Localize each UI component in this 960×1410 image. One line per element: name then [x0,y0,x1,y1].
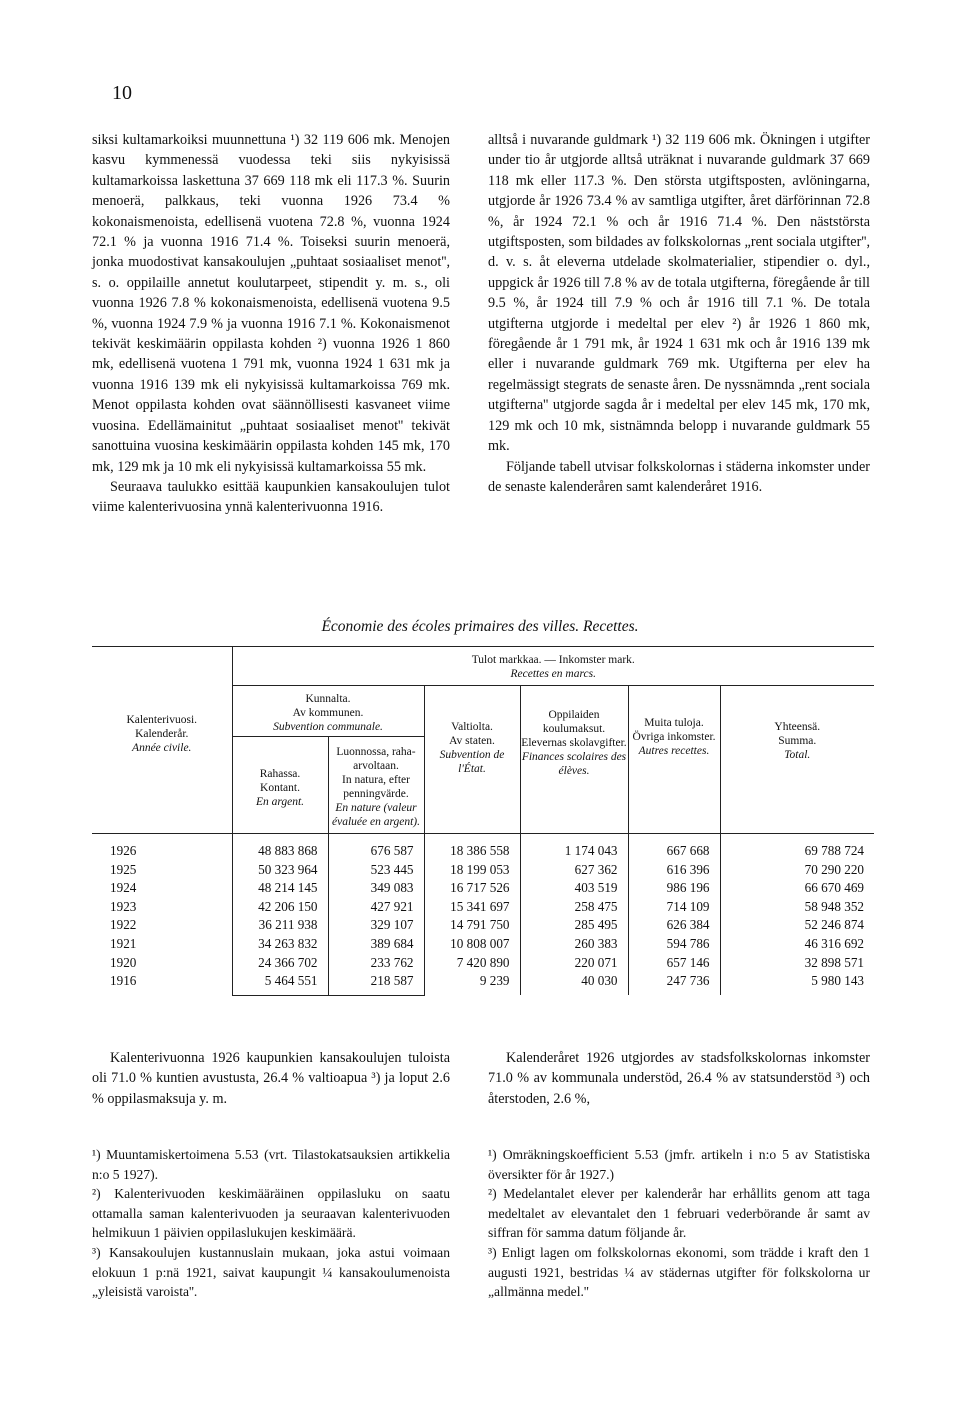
table-cell: 389 684 [370,935,414,951]
table-cell: 427 921 [370,898,414,914]
swedish-paragraph-2: Följande tabell utvisar folkskolornas i städerna inkomster under de senaste kalenderåren samt kalenderåret 1916. [488,458,870,495]
table-cell: 58 948 352 [804,898,864,914]
swedish-footnote-1: ¹) Omräkningskoefficient 5.53 (jmfr. artikeln i n:o 5 av Statistiska översikter för år 1927.) [488,1147,870,1182]
cash-sv: Kontant. [260,782,300,794]
municipal-fr: Subvention communale. [273,721,383,733]
cash-cells [232,834,328,996]
table-cell: 986 196 [666,880,710,896]
table-cell: 5 464 551 [264,973,318,989]
year-col-fr: Année civile. [132,742,192,754]
total-cells [720,834,874,996]
fees-cells [520,834,628,996]
year-1920: 1920 [110,954,137,970]
total-fr: Total. [784,749,811,761]
total-sv: Summa. [778,735,817,747]
income-group-header [232,647,874,686]
swedish-footnotes [488,1145,870,1302]
year-cells [92,834,232,996]
kind-sv: In natura, efter penningvärde. [341,774,410,800]
kind-header [328,737,424,834]
table-cell: 218 587 [370,973,414,989]
finnish-footnotes [92,1145,450,1302]
table-cell: 16 717 526 [450,880,510,896]
swedish-text-bottom [488,1048,870,1109]
table-cell: 247 736 [666,973,710,989]
state-fi: Valtiolta. [451,721,493,733]
state-fr: Subvention de l'État. [439,749,505,775]
table-cell: 657 146 [666,954,710,970]
table-cell: 24 366 702 [258,954,318,970]
other-fi: Muita tuloja. [644,717,704,729]
table-cell: 627 362 [574,861,618,877]
kind-fr: En nature (valeur évaluée en argent). [331,802,421,828]
municipal-group-header [232,686,424,737]
year-1926: 1926 [110,843,137,858]
fees-sv: Elevernas skolavgifter. [521,737,627,749]
table-cell: 329 107 [370,917,414,933]
finnish-footnote-3: ³) Kansakoulujen kustannuslain mukaan, joka astui voimaan elokuun 1 p:nä 1921, saivat kaupungit ¼ kansakoulumenoista „yleisistä varoista''. [92,1244,450,1300]
kind-cells [328,834,424,996]
finnish-paragraph-1: siksi kultamarkoiksi muunnettuna ¹) 32 119 606 mk. Menojen kasvu kymmenessä vuodessa teki siis nykyisissä kultamarkoissa laskettuna 37 669 118 mk eli 117.3 %. Suurin menoerä, palkkaus, teki vuonna 1926 73.4 % kokonaismenoista, edellisenä vuotena 72.8 %, vuonna 1924 72.1 % ja vuonna 1916 71.4 %. Toiseksi suurin menoerä, jonka muodostivat kansakoulujen „puhtaat sosiaaliset menot'', s. o. oppilaille annetut koulutarpeet, stipendit y. m. s., oli vuonna 1926 7.8 % kokonaismenoista, edellisenä vuotena 9.5 %, vuonna 1924 7.9 % ja vuonna 1916 7.1 %. Kokonaismenot tekivät keskimäärin oppilasta kohden ²) vuonna 1926 1 860 mk, edellisenä vuotena 1 791 mk, vuonna 1924 1 631 mk ja vuonna 1916 139 mk eli nykyisissä kultamarkoissa 769 mk. Menot oppilasta kohden ovat säännöllisesti kasvaneet viime vuosina. Edellämainitut „puhtaat sosiaaliset menot'' tekivät sanottuina vuosina keskimäärin oppilasta kohden 145 mk, 170 mk, 129 mk ja 10 mk eli nykyisissä kultamarkoissa 55 mk. [92,132,450,475]
table-cell: 594 786 [666,935,710,951]
municipal-fi: Kunnalta. [305,693,351,705]
finnish-paragraph-2: Seuraava taulukko esittää kaupunkien kansakoulujen tulot viime kalenterivuosina ynnä kalenterivuonna 1916. [92,478,450,516]
table-cell: 66 670 469 [804,880,864,896]
year-col-header [92,647,232,834]
table-cell: 42 206 150 [258,898,318,914]
table-cell: 18 386 558 [450,843,510,858]
fees-header [520,686,628,834]
swedish-text-top [488,130,870,497]
finnish-footnote-2: ²) Kalenterivuoden keskimääräinen oppilasluku on saatu ottamalla saman kalenterivuoden ja seuraavan kalenterivuoden helmikuun 1 päivien oppilaslukujen keskimäärä. [92,1186,450,1241]
table-cell: 714 109 [666,898,710,914]
table-cell: 626 384 [666,917,710,933]
kind-fi: Luonnossa, raha-arvoltaan. [336,746,416,772]
table-cell: 34 263 832 [258,935,318,951]
table-cell: 14 791 750 [450,917,510,933]
year-col-fi: Kalenterivuosi. [126,714,198,726]
table-cell: 5 980 143 [811,973,864,989]
other-sv: Övriga inkomster. [632,731,716,743]
table-cell: 40 030 [581,973,618,989]
table-cell: 523 445 [370,861,414,877]
table-cell: 403 519 [574,880,618,896]
table-cell: 258 475 [574,898,618,914]
table-cell: 32 898 571 [804,954,864,970]
income-group-fi-sv: Tulot markkaa. — Inkomster mark. [471,654,635,666]
swedish-footnote-3: ³) Enligt lagen om folkskolornas ekonomi, som trädde i kraft den 1 augusti 1921, bestridas ¼ av städernas utgifter för folkskolorna ur „allmänna medel.'' [488,1244,870,1300]
cash-header [232,737,328,834]
table-cell: 9 239 [479,973,510,989]
table-cell: 69 788 724 [804,843,864,858]
table-cell: 10 808 007 [450,935,510,951]
finnish-summary: Kalenterivuonna 1926 kaupunkien kansakoulujen tuloista oli 71.0 % kuntien avustusta, 26.4 % valtioapua ³) ja loput 2.6 % oppilasmaksuja y. m. [92,1050,450,1107]
fees-fi: Oppilaiden koulumaksut. [542,709,606,735]
table-cell: 70 290 220 [804,861,864,877]
table-cell: 52 246 874 [804,917,864,933]
other-fr: Autres recettes. [638,745,710,757]
table-caption: Économie des écoles primaires des villes. Recettes. [321,618,639,635]
table-cell: 46 316 692 [804,935,864,951]
table-cell: 7 420 890 [456,954,510,970]
year-1922: 1922 [110,917,137,933]
finnish-text-top [92,130,450,518]
year-1916: 1916 [110,973,137,989]
swedish-paragraph-1: alltså i nuvarande guldmark ¹) 32 119 606 mk. Ökningen i utgifter under tio år utgjorde alltså uträknat i nuvarande guldmark 37 669 118 mk eller 117.3 %. Den största utgiftsposten, avlöningarna, utgjorde år 1926 73.4 % av samtliga utgifter, året därförinnan 72.8 %, år 1924 72.1 % och år 1916 71.4 %. Den näststörsta utgiftsposten, som bildades av folkskolornas „rent sociala utgifter'', d. v. s. åt eleverna utdelade skolmaterialier, stipendier o. dyl., uppgick år 1926 till 7.8 % av de totala utgifterna, föregående år till 9.5 %, år 1924 till 7.9 % och år 1916 till 7.1 %. De totala utgifterna utgjorde i medeltal per elev ²) år 1926 1 860 mk, föregående år 1 791 mk, år 1924 1 631 mk och år 1916 139 mk eller i nuvarande guldmark 769 mk. Utgifterna per elev ha regelmässigt stegrats de senaste åren. De nyssnämnda „rent sociala utgifterna'' utgjorde sagda år i medeltal per elev 145 mk, 170 mk, 129 mk och 10 mk, sistnämnda belopp i nuvarande guldmark 55 mk. [488,132,870,455]
table-cell: 48 883 868 [258,843,318,858]
total-fi: Yhteensä. [774,721,821,733]
year-1925: 1925 [110,861,137,877]
table-cell: 36 211 938 [258,917,318,933]
swedish-summary: Kalenderåret 1926 utgjordes av stadsfolkskolornas inkomster 71.0 % av kommunala understöd, 26.4 % av statsunderstöd ³) och återstoden, 2.6 %, [488,1050,870,1107]
table-cell: 18 199 053 [450,861,510,877]
municipal-sv: Av kommunen. [292,707,364,719]
table-cell: 667 668 [666,843,710,858]
year-col-sv: Kalenderår. [135,728,189,740]
table-cell: 15 341 697 [450,898,510,914]
other-header [628,686,720,834]
table-cell: 260 383 [574,935,618,951]
table-cell: 616 396 [666,861,710,877]
recettes-table [92,646,874,996]
table-cell: 220 071 [574,954,618,970]
income-group-fr: Recettes en marcs. [510,668,596,680]
cash-fr: En argent. [255,796,305,808]
year-1921: 1921 [110,935,137,951]
table-cell: 233 762 [370,954,414,970]
table-cell: 1 174 043 [564,843,618,858]
table-cell: 48 214 145 [258,880,318,896]
state-sv: Av staten. [449,735,495,747]
finnish-text-bottom [92,1048,450,1109]
year-1924: 1924 [110,880,137,896]
year-1923: 1923 [110,898,137,914]
total-header [720,686,874,834]
table-cell: 285 495 [574,917,618,933]
state-cells [424,834,520,996]
page-number: 10 [112,82,132,104]
table-body [92,834,874,996]
finnish-footnote-1: ¹) Muuntamiskertoimena 5.53 (vrt. Tilastokatsauksien artikkelia n:o 5 1927). [92,1147,450,1182]
other-cells [628,834,720,996]
table-cell: 676 587 [370,843,414,858]
table-cell: 50 323 964 [258,861,318,877]
swedish-footnote-2: ²) Medelantalet elever per kalenderår har erhållits genom att taga medeltalet av elevantalet den 1 februari vederbörande år samt av siffran för samma datum följande år. [488,1186,870,1241]
fees-fr: Finances scolaires des élèves. [521,751,627,777]
cash-fi: Rahassa. [259,768,301,780]
table-cell: 349 083 [370,880,414,896]
state-header [424,686,520,834]
